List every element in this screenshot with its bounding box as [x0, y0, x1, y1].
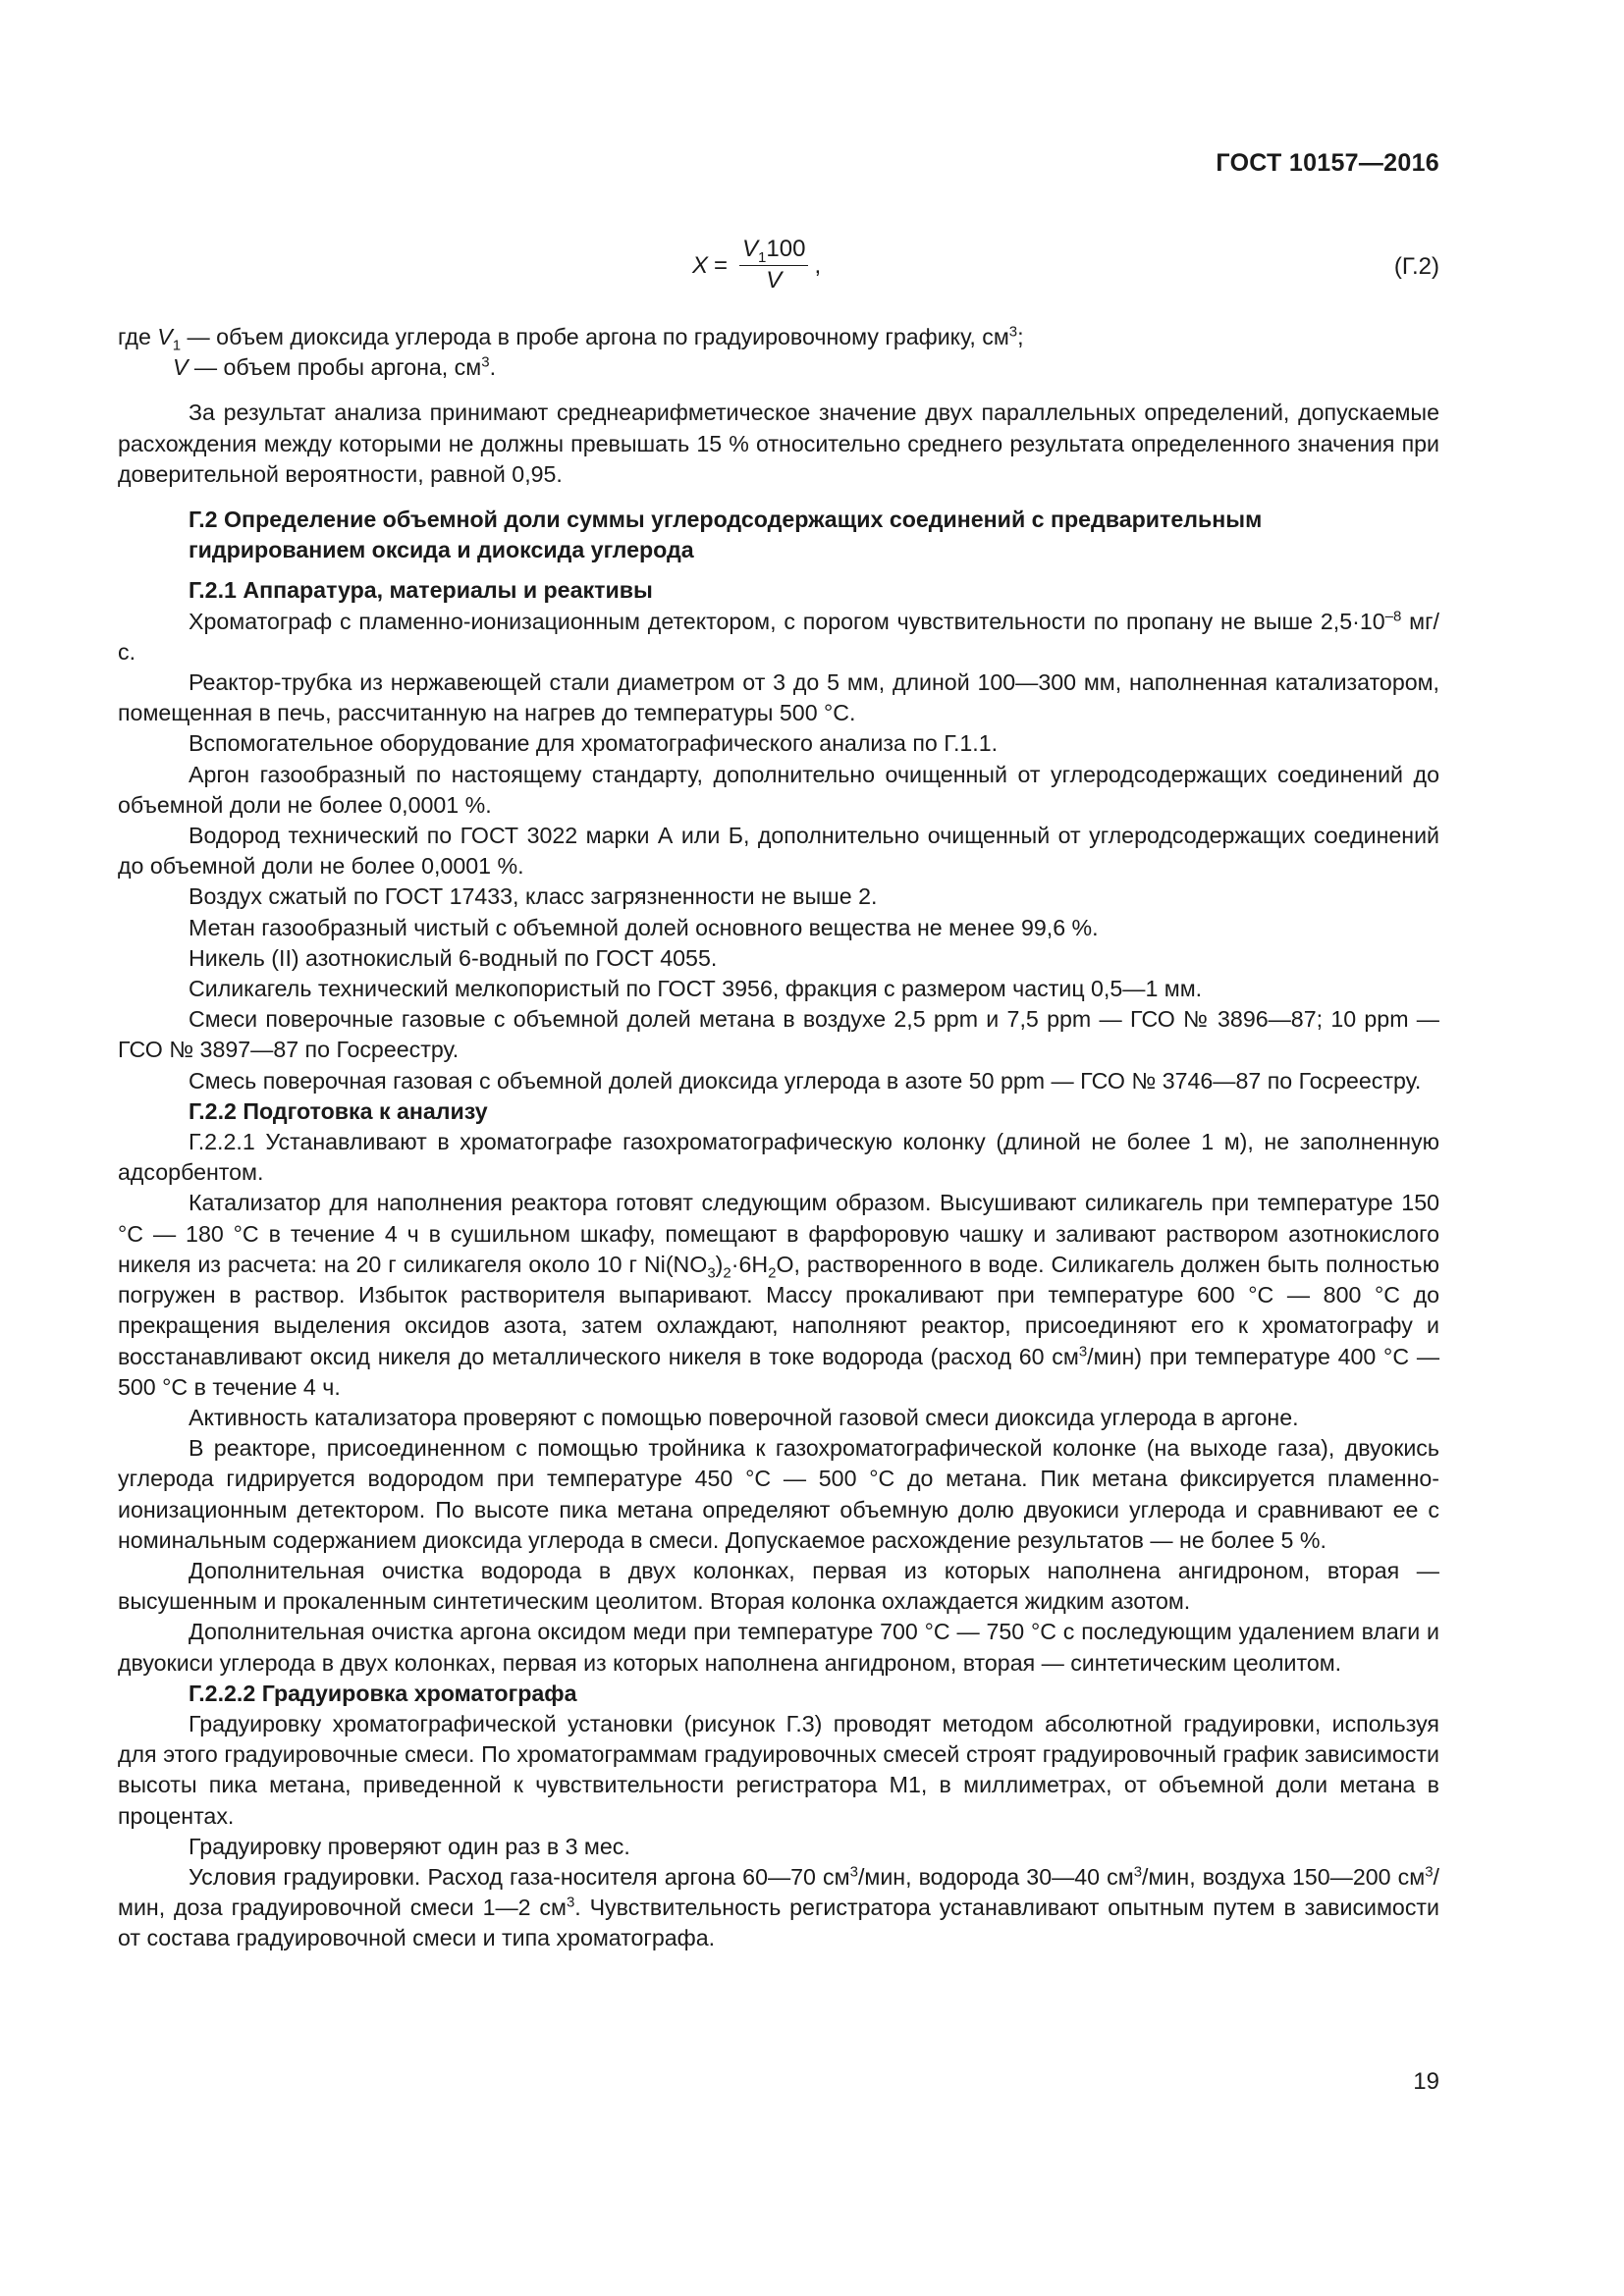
formula-lhs: X	[692, 251, 709, 279]
where-v1-text: — объем диоксида углерода в пробе аргона по градуировочному графику, см	[181, 324, 1009, 349]
paragraph-catalyst-sub2: 2	[723, 1264, 731, 1282]
paragraph-gas-mixtures: Смеси поверочные газовые с объемной долей метана в воздухе 2,5 ppm и 7,5 ppm — ГСО № 3896—87; 10 ppm — ГСО № 3897—87 по Госреестру.	[118, 1006, 1439, 1063]
formula-trailing-comma: ,	[814, 251, 822, 279]
formula-fraction	[739, 236, 808, 295]
conditions-text-a: Условия градуировки. Расход газа-носителя аргона 60—70 см	[189, 1863, 850, 1890]
spacer	[118, 565, 1439, 575]
paragraph-calibration-check: Градуировку проверяют один раз в 3 мес.	[189, 1833, 630, 1859]
where-v-text: — объем пробы аргона, см	[188, 354, 482, 381]
paragraph-g221: Г.2.2.1 Устанавливают в хроматографе газохроматографическую колонку (длиной не более 1 м), не заполненную адсорбентом.	[118, 1129, 1439, 1186]
paragraph-aux-equipment: Вспомогательное оборудование для хроматографического анализа по Г.1.1.	[189, 730, 999, 757]
section-heading-g22: Г.2.2 Подготовка к анализу	[189, 1097, 488, 1124]
where-v-end: .	[489, 354, 497, 381]
conditions-text-e: . Чувствительность регистратора устанавливают опытным путем в зависимости от состава градуировочной смеси и типа хроматографа.	[118, 1895, 1439, 1951]
paragraph-reactor-hydrogenation: В реакторе, присоединенном с помощью тройника к газохроматографической колонке (на выходе газа), двуокись углерода гидрируется водородом при температуре 450 °С — 500 °С до метана. Пик метана фиксируется пламенно-ионизационным детектором. По высоте пика метана определяют объемную долю двуокиси углерода и сравнивают ее с номинальным содержанием диоксида углерода в смеси. Допускаемое расхождение результатов — не более 5 %.	[118, 1435, 1439, 1553]
formula-numerator	[739, 236, 808, 266]
conditions-text-b: /мин, водорода 30—40 см	[857, 1863, 1134, 1890]
formula-num-var: V	[742, 236, 759, 262]
where-v-sup: 3	[481, 353, 490, 371]
conditions-text-c: /мин, воздуха 150—200 см	[1142, 1863, 1426, 1890]
paragraph-argon-cleaning: Дополнительная очистка аргона оксидом меди при температуре 700 °С — 750 °С с последующим удалением влаги и двуокиси углерода в двух колонках, первая из которых наполнена ангидроном, вторая — синтетическим цеолитом.	[118, 1619, 1439, 1676]
section-heading-g222: Г.2.2.2 Градуировка хроматографа	[189, 1680, 577, 1706]
formula-g2	[692, 236, 821, 295]
paragraph-calibration-conditions	[118, 1862, 1439, 1954]
paragraph-chromatograph-sup: –8	[1384, 607, 1402, 624]
paragraph-gas-mixture-co2: Смесь поверочная газовая с объемной долей диоксида углерода в азоте 50 ppm — ГСО № 3746—87 по Госреестру.	[189, 1067, 1422, 1094]
conditions-sup2: 3	[1133, 1863, 1143, 1881]
spacer	[118, 490, 1439, 505]
where-v1-sub: 1	[172, 337, 182, 354]
formula-g2-row	[118, 236, 1439, 314]
paragraph-hydrogen-cleaning: Дополнительная очистка водорода в двух колонках, первая из которых наполнена ангидроном, вторая — высушенным и прокаленным синтетическим цеолитом. Вторая колонка охлаждается жидким азотом.	[118, 1557, 1439, 1615]
paragraph-chromatograph-text: Хроматограф с пламенно-ионизационным детектором, с порогом чувствительности по пропану не выше 2,5·10	[189, 608, 1385, 634]
formula-num-sub: 1	[758, 248, 767, 266]
page-number: 19	[1413, 2068, 1439, 2095]
paragraph-catalyst-text-d: O, растворенного в воде. Силикагель должен быть полностью погружен в раствор. Избыток растворителя выпаривают. Массу прокаливают при температуре 600 °С — 800 °С до прекращения выделения оксидов азота, затем охлаждают, наполняют реактор, присоединяют его к хроматографу и восстанавливают оксид никеля до металлического никеля в токе водорода (расход 60 см	[118, 1251, 1439, 1369]
paragraph-catalyst-sub3: 2	[768, 1264, 777, 1282]
paragraph-reactor-tube: Реактор-трубка из нержавеющей стали диаметром от 3 до 5 мм, длиной 100—300 мм, наполненная катализатором, помещенная в печь, рассчитанную на нагрев до температуры 500 °С.	[118, 669, 1439, 726]
paragraph-catalyst-text-b: )	[715, 1251, 724, 1277]
where-v1-sup: 3	[1008, 323, 1018, 341]
paragraph-chromatograph-unit: мг/с.	[118, 608, 1439, 665]
paragraph-silica-gel: Силикагель технический мелкопористый по ГОСТ 3956, фракция с размером частиц 0,5—1 мм.	[189, 976, 1203, 1002]
conditions-sup4: 3	[566, 1894, 575, 1911]
where-prefix: где	[118, 324, 158, 349]
paragraph-catalyst	[118, 1188, 1439, 1402]
paragraph-catalyst-sup: 3	[1078, 1342, 1088, 1360]
paragraph-air: Воздух сжатый по ГОСТ 17433, класс загрязненности не выше 2.	[189, 883, 878, 910]
paragraph-chromatograph	[118, 607, 1439, 667]
paragraph-hydrogen: Водород технический по ГОСТ 3022 марки А или Б, дополнительно очищенный от углеродсодержащих соединений до объемной доли не более 0,0001 %.	[118, 823, 1439, 880]
paragraph-catalyst-text-a: Катализатор для наполнения реактора готовят следующим образом. Высушивают силикагель при температуре 150 °С — 180 °С в течение 4 ч в сушильном шкафу, помещают в фарфоровую чашку и заливают раствором азотнокислого никеля из расчета: на 20 г силикагеля около 10 г Ni(NO	[118, 1190, 1439, 1277]
formula-equals: =	[714, 251, 729, 279]
where-line-v1	[118, 322, 1439, 352]
where-v-var: V	[173, 354, 189, 381]
paragraph-argon: Аргон газообразный по настоящему стандарту, дополнительно очищенный от углеродсодержащих соединений до объемной доли не более 0,0001 %.	[118, 761, 1439, 818]
paragraph-result: За результат анализа принимают среднеарифметическое значение двух параллельных определений, допускаемые расхождения между которыми не должны превышать 15 % относительно среднего результата определенного значения при доверительной вероятности, равной 0,95.	[118, 400, 1439, 487]
where-v1-end: ;	[1017, 324, 1024, 349]
paragraph-methane: Метан газообразный чистый с объемной долей основного вещества не менее 99,6 %.	[189, 914, 1099, 940]
where-v1-var: V	[157, 324, 173, 349]
paragraph-catalyst-activity: Активность катализатора проверяют с помощью поверочной газовой смеси диоксида углерода в аргоне.	[189, 1404, 1299, 1430]
paragraph-nickel: Никель (II) азотнокислый 6-водный по ГОСТ 4055.	[189, 944, 718, 971]
document-body	[118, 322, 1439, 1954]
section-heading-g21: Г.2.1 Аппаратура, материалы и реактивы	[189, 577, 653, 604]
where-line-v	[118, 352, 1439, 383]
conditions-text-d: /мин, доза градуировочной смеси 1—2 см	[118, 1863, 1439, 1921]
section-heading-g2-line2: гидрированием оксида и диоксида углерода	[189, 537, 694, 563]
paragraph-catalyst-sub1: 3	[707, 1264, 716, 1282]
conditions-sup1: 3	[849, 1863, 858, 1881]
formula-denominator: V	[766, 267, 783, 294]
paragraph-catalyst-text-e: /мин) при температуре 400 °С —500 °С в течение 4 ч.	[118, 1343, 1440, 1400]
paragraph-calibration: Градуировку хроматографической установки (рисунок Г.3) проводят методом абсолютной градуировки, используя для этого градуировочные смеси. По хроматограммам градуировочных смесей строят градуировочный график зависимости высоты пика метана, приведенной к чувствительности регистратора М1, в миллиметрах, от объемной доли метана в процентах.	[118, 1710, 1439, 1829]
spacer	[118, 383, 1439, 398]
formula-num-rest: 100	[766, 236, 806, 262]
formula-number: (Г.2)	[1393, 253, 1439, 280]
conditions-sup3: 3	[1425, 1863, 1434, 1881]
section-heading-g2-line1: Г.2 Определение объемной доли суммы углеродсодержащих соединений с предварительным	[189, 507, 1263, 533]
paragraph-catalyst-text-c: ·6H	[731, 1251, 769, 1277]
document-header-code: ГОСТ 10157—2016	[1216, 149, 1439, 177]
